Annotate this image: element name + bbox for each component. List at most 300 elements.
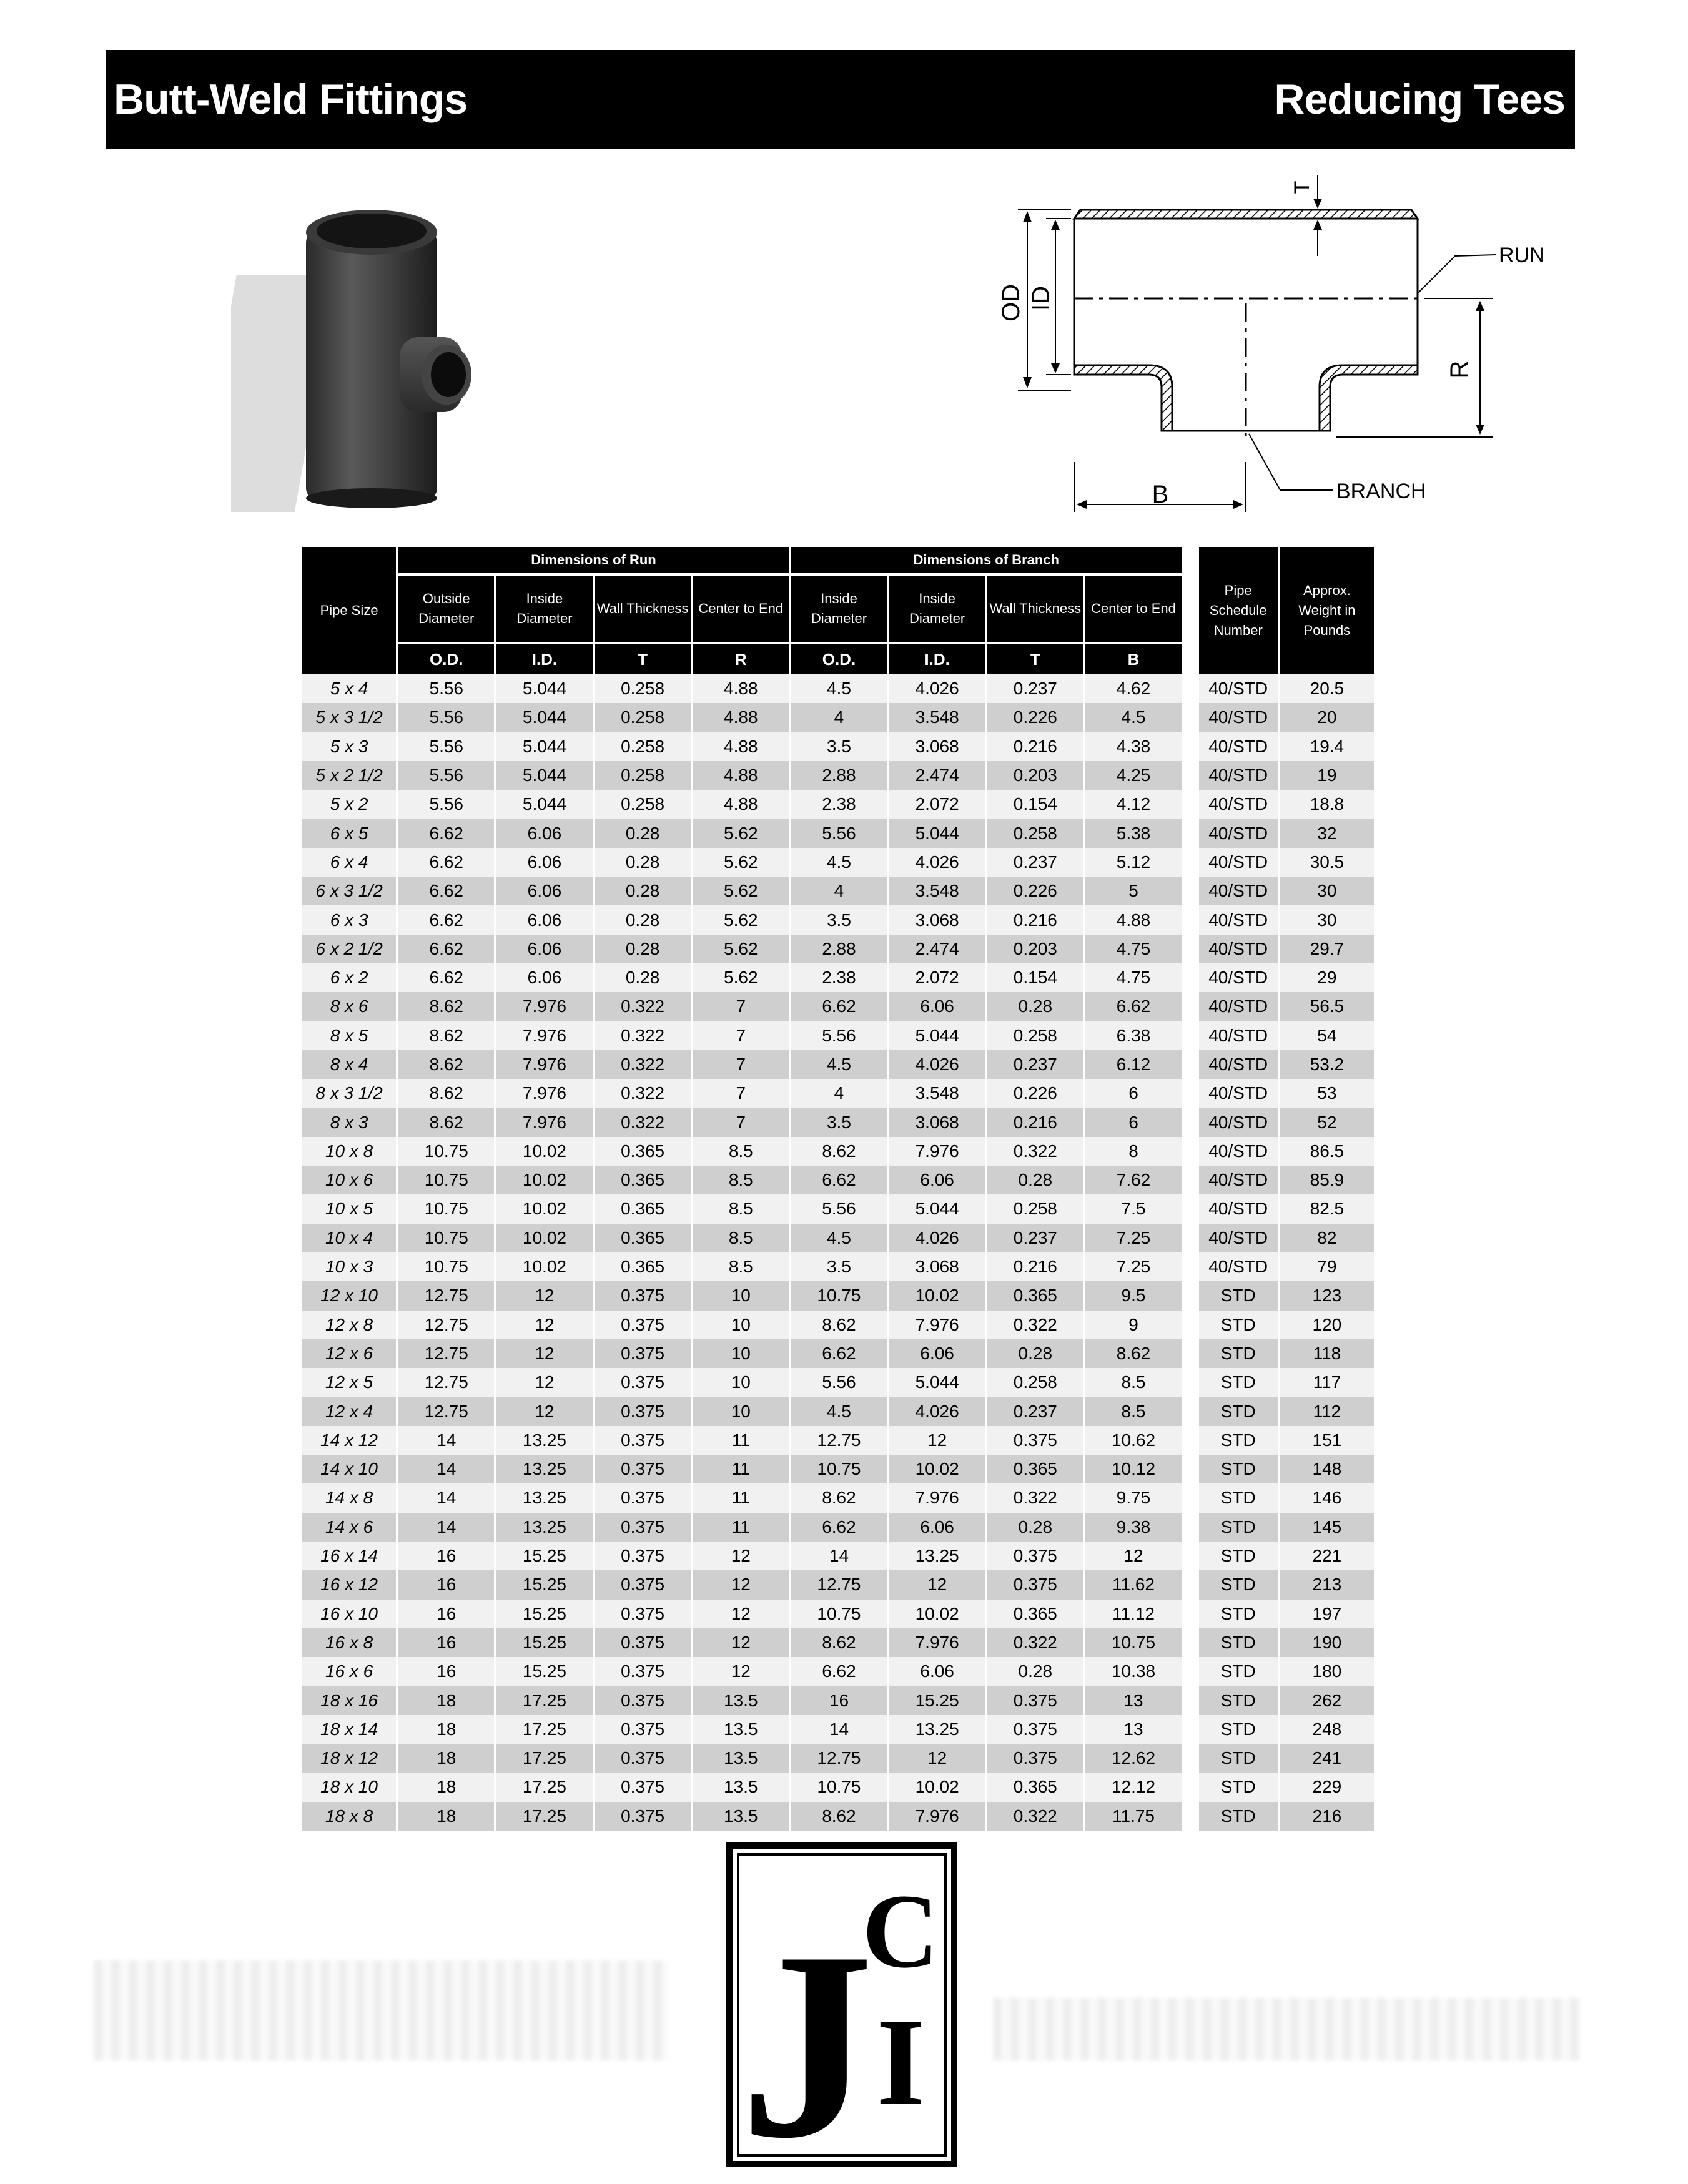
table-cell: 0.365 [595,1224,691,1252]
sym-run-t: T [595,642,691,674]
sym-branch-od: O.D. [791,642,887,674]
table-cell: 14 [398,1426,494,1455]
table-cell: 10.02 [496,1224,592,1252]
column-spacer [1184,935,1197,963]
table-cell: 40/STD [1199,1252,1278,1281]
table-cell: 7.25 [1085,1252,1181,1281]
table-cell: 0.375 [987,1542,1083,1570]
table-cell: 14 x 8 [302,1483,396,1512]
table-cell: 11.75 [1085,1802,1181,1831]
sym-branch-t: T [987,642,1083,674]
table-cell: STD [1199,1657,1278,1686]
table-row [302,1281,1374,1310]
table-row [302,1339,1374,1368]
table-cell: 0.258 [595,703,691,732]
table-cell: 40/STD [1199,674,1278,703]
table-cell: 10.75 [791,1455,887,1483]
table-cell: 120 [1280,1311,1374,1339]
table-cell: 5.38 [1085,819,1181,847]
table-cell: 4.026 [889,1050,985,1079]
table-cell: 180 [1280,1657,1374,1686]
column-spacer [1184,1744,1197,1773]
table-cell: 262 [1280,1686,1374,1714]
table-cell: 5 x 3 1/2 [302,703,396,732]
table-cell: 15.25 [496,1600,592,1628]
table-row [302,1397,1374,1425]
table-cell: 10 [693,1368,789,1397]
table-cell: 40/STD [1199,935,1278,963]
column-spacer [1184,1281,1197,1310]
table-cell: 14 x 10 [302,1455,396,1483]
table-cell: 0.28 [595,963,691,992]
column-spacer [1184,992,1197,1021]
table-cell: 6.06 [496,848,592,877]
table-cell: 0.216 [987,732,1083,761]
table-cell: 9 [1085,1311,1181,1339]
table-cell: 5.044 [496,674,592,703]
table-cell: 10 x 8 [302,1137,396,1166]
table-cell: 13.25 [496,1483,592,1512]
table-cell: 12 [889,1426,985,1455]
table-cell: 0.375 [595,1744,691,1773]
table-cell: 3.5 [791,1108,887,1136]
table-cell: 40/STD [1199,992,1278,1021]
table-cell: 8.5 [693,1137,789,1166]
table-row [302,1715,1374,1744]
group-run: Dimensions of Run [398,547,789,576]
col-weight: Approx. Weight in Pounds [1280,547,1374,674]
table-cell: 6 x 2 1/2 [302,935,396,963]
table-cell: 0.216 [987,1252,1083,1281]
table-cell: 0.375 [595,1339,691,1368]
table-cell: 13.5 [693,1715,789,1744]
table-cell: 6.62 [398,819,494,847]
table-cell: 5.56 [791,1368,887,1397]
column-spacer [1184,1455,1197,1483]
table-cell: 12.75 [398,1368,494,1397]
table-cell: 0.365 [595,1194,691,1223]
table-cell: 6.62 [398,905,494,934]
table-cell: 8.62 [791,1483,887,1512]
table-cell: 12.75 [791,1570,887,1599]
table-row [302,1455,1374,1483]
table-cell: 6.62 [1085,992,1181,1021]
table-cell: 0.154 [987,963,1083,992]
table-cell: 5.56 [398,674,494,703]
column-spacer [1184,732,1197,761]
table-cell: 0.28 [987,992,1083,1021]
table-cell: 40/STD [1199,1224,1278,1252]
table-cell: 4.026 [889,848,985,877]
table-cell: 18 [398,1773,494,1801]
table-cell: 14 [791,1715,887,1744]
table-cell: 10.02 [889,1773,985,1801]
table-cell: 13.5 [693,1744,789,1773]
table-cell: 0.28 [595,905,691,934]
table-cell: 0.375 [595,1455,691,1483]
sym-branch-b: B [1085,642,1181,674]
table-cell: 8.62 [398,1108,494,1136]
table-cell: 53.2 [1280,1050,1374,1079]
table-cell: 0.237 [987,1397,1083,1425]
column-spacer [1184,1108,1197,1136]
table-cell: 6.38 [1085,1021,1181,1050]
table-cell: 82 [1280,1224,1374,1252]
table-cell: 0.28 [595,877,691,905]
table-cell: 12 x 10 [302,1281,396,1310]
table-cell: 6.62 [398,877,494,905]
table-cell: 0.203 [987,935,1083,963]
t-label: T [1290,180,1314,194]
table-cell: 15.25 [889,1686,985,1714]
table-cell: 12 x 6 [302,1339,396,1368]
table-cell: 11 [693,1513,789,1542]
table-cell: 0.375 [595,1628,691,1657]
table-cell: 40/STD [1199,1079,1278,1108]
table-cell: 8.5 [693,1166,789,1194]
table-cell: 3.068 [889,905,985,934]
table-cell: 6 x 3 [302,905,396,934]
tee-dimension-diagram [962,162,1586,524]
product-title: Reducing Tees [1274,76,1565,123]
faded-text-right [993,1998,1580,2060]
table-cell: 4 [791,877,887,905]
col-branch-id: Inside Diameter [889,576,985,642]
table-cell: STD [1199,1715,1278,1744]
table-cell: 20.5 [1280,674,1374,703]
table-cell: STD [1199,1802,1278,1831]
table-cell: STD [1199,1339,1278,1368]
table-cell: 8 [1085,1137,1181,1166]
table-cell: 0.226 [987,877,1083,905]
table-cell: 7.976 [496,1021,592,1050]
od-label: OD [997,284,1025,322]
table-row [302,1426,1374,1455]
table-cell: 10.12 [1085,1455,1181,1483]
table-cell: 40/STD [1199,703,1278,732]
table-cell: 7.976 [496,1079,592,1108]
table-cell: 9.75 [1085,1483,1181,1512]
table-cell: 0.375 [987,1686,1083,1714]
table-cell: 8 x 5 [302,1021,396,1050]
table-row [302,848,1374,877]
table-cell: 79 [1280,1252,1374,1281]
table-cell: 6.62 [791,1166,887,1194]
table-cell: 40/STD [1199,905,1278,934]
table-cell: 10.62 [1085,1426,1181,1455]
table-cell: 248 [1280,1715,1374,1744]
table-cell: 5.56 [791,819,887,847]
table-cell: 6.06 [889,1339,985,1368]
table-cell: 7.976 [889,1137,985,1166]
table-cell: 5.044 [496,732,592,761]
table-cell: 0.28 [987,1513,1083,1542]
table-cell: 0.365 [595,1252,691,1281]
table-cell: 12 [496,1368,592,1397]
table-cell: 10.38 [1085,1657,1181,1686]
table-cell: 4.5 [791,674,887,703]
table-cell: 9.5 [1085,1281,1181,1310]
table-cell: STD [1199,1628,1278,1657]
table-cell: 0.375 [595,1657,691,1686]
column-spacer [1184,1542,1197,1570]
table-cell: 8.5 [693,1194,789,1223]
b-label: B [1152,481,1169,508]
table-cell: 145 [1280,1513,1374,1542]
table-cell: 10.02 [889,1600,985,1628]
table-cell: 5.044 [889,1194,985,1223]
logo-letter-i: I [876,1994,925,2132]
table-cell: 13.25 [889,1542,985,1570]
table-cell: 14 x 12 [302,1426,396,1455]
table-cell: 151 [1280,1426,1374,1455]
table-cell: 0.28 [595,848,691,877]
table-cell: 40/STD [1199,1194,1278,1223]
table-cell: 18 x 10 [302,1773,396,1801]
table-cell: 40/STD [1199,877,1278,905]
table-cell: 12 [693,1628,789,1657]
table-cell: 10.02 [889,1455,985,1483]
table-cell: 4.88 [693,732,789,761]
table-cell: 13.5 [693,1773,789,1801]
table-cell: 8.62 [398,992,494,1021]
table-row [302,1252,1374,1281]
table-row [302,1628,1374,1657]
table-cell: 8.62 [791,1802,887,1831]
table-cell: 6.62 [791,1513,887,1542]
table-cell: 2.38 [791,963,887,992]
table-cell: 3.548 [889,1079,985,1108]
table-cell: 56.5 [1280,992,1374,1021]
table-row [302,819,1374,847]
table-cell: 30.5 [1280,848,1374,877]
table-cell: 10.75 [398,1224,494,1252]
table-row [302,790,1374,819]
table-cell: 7.976 [889,1802,985,1831]
table-cell: 12 [889,1570,985,1599]
table-cell: 0.365 [595,1166,691,1194]
table-cell: 7.976 [496,992,592,1021]
table-cell: 53 [1280,1079,1374,1108]
table-cell: 11.12 [1085,1600,1181,1628]
table-cell: 0.203 [987,761,1083,790]
table-cell: 4 [791,703,887,732]
table-cell: 7.976 [889,1628,985,1657]
table-cell: 2.072 [889,963,985,992]
table-cell: 5.56 [791,1194,887,1223]
table-cell: 9.38 [1085,1513,1181,1542]
table-cell: 12 x 5 [302,1368,396,1397]
table-cell: 4.38 [1085,732,1181,761]
table-cell: 15.25 [496,1657,592,1686]
table-cell: 30 [1280,877,1374,905]
table-cell: 213 [1280,1570,1374,1599]
dimensions-table [302,547,1376,1831]
column-spacer [1184,1686,1197,1714]
table-cell: 0.375 [987,1426,1083,1455]
table-row [302,1542,1374,1570]
table-cell: 4.12 [1085,790,1181,819]
table-cell: 5.044 [496,761,592,790]
table-cell: 13.5 [693,1802,789,1831]
table-cell: 5.12 [1085,848,1181,877]
table-cell: 17.25 [496,1686,592,1714]
table-cell: STD [1199,1600,1278,1628]
column-spacer [1184,1166,1197,1194]
table-cell: 10.75 [398,1194,494,1223]
table-cell: 13.25 [496,1513,592,1542]
table-cell: 0.375 [595,1483,691,1512]
table-cell: 85.9 [1280,1166,1374,1194]
column-spacer [1184,1311,1197,1339]
table-cell: 6.06 [889,1513,985,1542]
table-cell: 4.75 [1085,935,1181,963]
table-cell: 7.976 [889,1311,985,1339]
table-cell: 117 [1280,1368,1374,1397]
table-cell: 0.237 [987,674,1083,703]
table-cell: 6.62 [791,1657,887,1686]
table-cell: 40/STD [1199,1166,1278,1194]
table-cell: 13 [1085,1686,1181,1714]
table-cell: 5.62 [693,848,789,877]
table-cell: 3.5 [791,905,887,934]
table-cell: 12 [1085,1542,1181,1570]
col-branch-center: Center to End [1085,576,1181,642]
table-cell: 0.258 [595,790,691,819]
table-row [302,1137,1374,1166]
table-cell: 3.068 [889,732,985,761]
table-row [302,1744,1374,1773]
column-spacer [1184,703,1197,732]
table-cell: 10 [693,1339,789,1368]
table-cell: 6 [1085,1079,1181,1108]
column-spacer [1184,1773,1197,1801]
table-cell: 0.216 [987,1108,1083,1136]
column-spacer [1184,819,1197,847]
table-cell: 0.322 [595,1108,691,1136]
table-cell: 10.75 [791,1773,887,1801]
table-cell: 40/STD [1199,848,1278,877]
reducing-tee-photo [231,187,506,512]
table-cell: 0.322 [987,1628,1083,1657]
table-cell: 16 x 6 [302,1657,396,1686]
id-label: ID [1027,286,1055,311]
table-cell: 18 [398,1715,494,1744]
table-cell: 10.02 [496,1166,592,1194]
table-row [302,877,1374,905]
table-row [302,1224,1374,1252]
table-cell: STD [1199,1281,1278,1310]
table-cell: 12.75 [398,1397,494,1425]
table-row [302,1513,1374,1542]
table-row [302,1802,1374,1831]
table-cell: 10.75 [398,1252,494,1281]
column-spacer [1184,1194,1197,1223]
table-cell: 12 [889,1744,985,1773]
table-row [302,674,1374,703]
table-cell: 3.068 [889,1252,985,1281]
table-cell: 10.75 [791,1281,887,1310]
table-cell: 5.044 [496,790,592,819]
column-spacer [1184,674,1197,703]
table-cell: 29.7 [1280,935,1374,963]
table-cell: 0.322 [987,1802,1083,1831]
table-row [302,1600,1374,1628]
table-cell: 0.226 [987,1079,1083,1108]
table-cell: 0.28 [987,1657,1083,1686]
column-spacer [1184,1050,1197,1079]
table-cell: 16 [791,1686,887,1714]
table-cell: 0.365 [987,1600,1083,1628]
table-cell: 0.375 [595,1686,691,1714]
logo-letter-j: J [739,1897,874,2168]
column-spacer [1184,761,1197,790]
column-spacer [1184,1339,1197,1368]
table-cell: 229 [1280,1773,1374,1801]
sym-run-id: I.D. [496,642,592,674]
col-pipe-size: Pipe Size [302,547,396,674]
table-cell: 12.62 [1085,1744,1181,1773]
table-cell: 12 [693,1570,789,1599]
table-cell: 12 x 8 [302,1311,396,1339]
table-cell: 0.322 [987,1137,1083,1166]
table-cell: 0.322 [987,1483,1083,1512]
table-cell: 17.25 [496,1715,592,1744]
table-cell: 16 [398,1600,494,1628]
sym-run-od: O.D. [398,642,494,674]
table-cell: 7 [693,1079,789,1108]
column-spacer [1184,1137,1197,1166]
table-cell: 17.25 [496,1802,592,1831]
table-cell: 0.28 [595,935,691,963]
table-cell: 7.976 [496,1050,592,1079]
table-row [302,963,1374,992]
table-cell: 3.548 [889,703,985,732]
col-schedule: Pipe Schedule Number [1199,547,1278,674]
col-run-id: Inside Diameter [496,576,592,642]
table-cell: 4.026 [889,674,985,703]
table-row [302,1050,1374,1079]
table-row [302,1079,1374,1108]
table-cell: 190 [1280,1628,1374,1657]
table-cell: 10.02 [889,1281,985,1310]
table-cell: 12.75 [791,1744,887,1773]
column-spacer [1184,1021,1197,1050]
table-cell: 4.62 [1085,674,1181,703]
table-cell: 18 [398,1802,494,1831]
table-row [302,732,1374,761]
column-spacer [1184,963,1197,992]
table-cell: 86.5 [1280,1137,1374,1166]
table-cell: 0.365 [987,1281,1083,1310]
table-cell: 18 [398,1686,494,1714]
table-cell: 12 [496,1281,592,1310]
table-cell: 13.25 [496,1426,592,1455]
table-row [302,1570,1374,1599]
faded-text-left [94,1960,668,2060]
table-cell: 30 [1280,905,1374,934]
table-cell: 10.75 [398,1137,494,1166]
table-cell: 5.56 [398,732,494,761]
table-cell: 10.02 [496,1252,592,1281]
table-cell: 19.4 [1280,732,1374,761]
table-cell: 7 [693,1021,789,1050]
table-cell: 7 [693,1050,789,1079]
table-cell: 7 [693,992,789,1021]
table-cell: 6.06 [496,963,592,992]
table-cell: 10 x 6 [302,1166,396,1194]
table-cell: STD [1199,1426,1278,1455]
